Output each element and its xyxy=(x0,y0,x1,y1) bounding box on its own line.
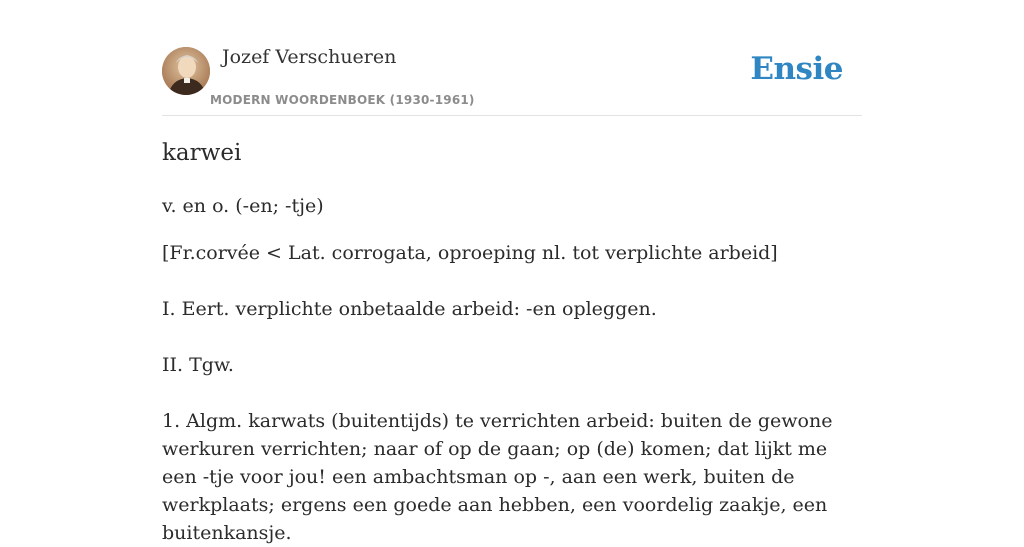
sense-item: 1. Algm. karwats (buitentijds) te verrichten arbeid: buiten de gewone werkuren verrichten; naar of op de gaan; op (de) komen; dat lijkt me een -tje voor jou! een ambachtsman op -, aan een werk, buiten de werkplaats; ergens een goede aan hebben, een voordelig zaakje, een buitenkansje. xyxy=(162,410,833,544)
sense-item: I. Eert. verplichte onbetaalde arbeid: -en opleggen. xyxy=(162,298,657,320)
sense-item: II. Tgw. xyxy=(162,354,234,376)
dictionary-source[interactable]: MODERN WOORDENBOEK (1930-1961) xyxy=(210,93,475,107)
author-name[interactable]: Jozef Verschueren xyxy=(222,46,397,68)
grammar-info: v. en o. (-en; -tje) xyxy=(162,195,324,217)
headword: karwei xyxy=(162,140,242,166)
header xyxy=(162,0,862,116)
page-content xyxy=(162,0,862,544)
brand-logo[interactable]: Ensie xyxy=(750,51,843,87)
etymology: [Fr.corvée < Lat. corrogata, oproeping nl. tot verplichte arbeid] xyxy=(162,242,778,264)
author-avatar[interactable] xyxy=(162,47,210,95)
